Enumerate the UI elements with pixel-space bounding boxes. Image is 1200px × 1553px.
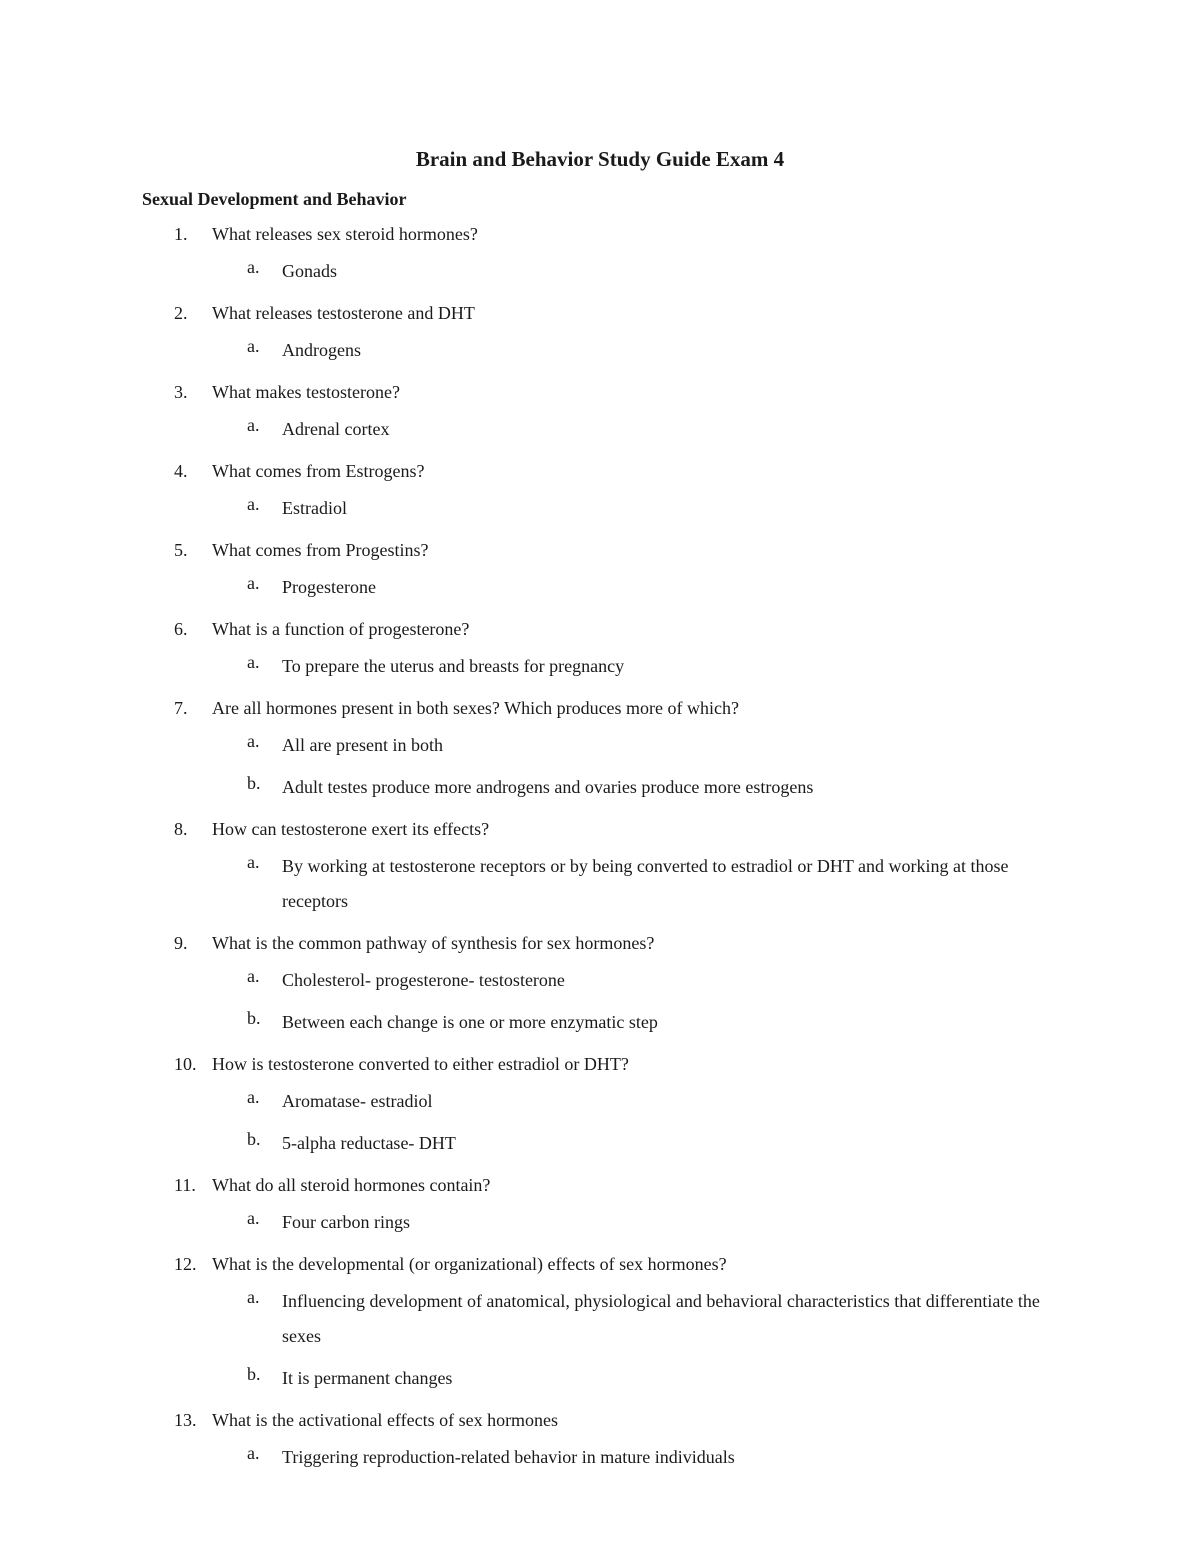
question-item [0, 1172, 1200, 1240]
answer-letter: a. [247, 1443, 260, 1463]
question-number: 7. [174, 698, 188, 718]
answer-item [0, 770, 1200, 805]
answer-item [0, 491, 1200, 526]
question-item [0, 300, 1200, 368]
answer-text: Adult testes produce more androgens and ovaries produce more estrogens [282, 777, 814, 797]
answer-text: Four carbon rings [282, 1212, 410, 1232]
question-item [0, 458, 1200, 526]
answer-list [0, 963, 1200, 1040]
question-item [0, 379, 1200, 447]
answer-text: By working at testosterone receptors or by being converted to estradiol or DHT and working at those receptors [282, 856, 1009, 911]
answer-text: Progesterone [282, 577, 376, 597]
question-text: What releases testosterone and DHT [212, 303, 475, 323]
answer-text: Gonads [282, 261, 337, 281]
question-text: Are all hormones present in both sexes? Which produces more of which? [212, 698, 740, 718]
answer-item [0, 1205, 1200, 1240]
answer-letter: b. [247, 773, 261, 793]
answer-item [0, 1284, 1200, 1354]
question-item [0, 537, 1200, 605]
answer-item [0, 254, 1200, 289]
question-text: What comes from Progestins? [212, 540, 429, 560]
question-text: What is a function of progesterone? [212, 619, 470, 639]
answer-letter: a. [247, 494, 260, 514]
answer-text: Cholesterol- progesterone- testosterone [282, 970, 565, 990]
answer-letter: b. [247, 1364, 261, 1384]
answer-letter: a. [247, 852, 260, 872]
answer-item [0, 570, 1200, 605]
answer-list [0, 728, 1200, 805]
answer-letter: b. [247, 1129, 261, 1149]
answer-list [0, 649, 1200, 684]
question-number: 9. [174, 933, 188, 953]
answer-letter: a. [247, 415, 260, 435]
question-number: 11. [174, 1175, 196, 1195]
answer-item [0, 649, 1200, 684]
answer-letter: a. [247, 652, 260, 672]
question-item [0, 616, 1200, 684]
answer-text: Adrenal cortex [282, 419, 390, 439]
answer-letter: a. [247, 1287, 260, 1307]
question-text: What is the developmental (or organizational) effects of sex hormones? [212, 1254, 727, 1274]
question-item [0, 1051, 1200, 1161]
question-item [0, 695, 1200, 805]
answer-text: Between each change is one or more enzymatic step [282, 1012, 658, 1032]
answer-text: 5-alpha reductase- DHT [282, 1133, 456, 1153]
question-text: How can testosterone exert its effects? [212, 819, 490, 839]
answer-item [0, 963, 1200, 998]
question-text: What do all steroid hormones contain? [212, 1175, 491, 1195]
question-item [0, 1251, 1200, 1396]
answer-list [0, 1284, 1200, 1396]
answer-item [0, 1126, 1200, 1161]
answer-item [0, 1084, 1200, 1119]
section-heading: Sexual Development and Behavior [142, 189, 407, 209]
answer-letter: a. [247, 1087, 260, 1107]
question-number: 2. [174, 303, 188, 323]
question-text: What is the activational effects of sex hormones [212, 1410, 559, 1430]
answer-list [0, 333, 1200, 368]
question-number: 4. [174, 461, 188, 481]
answer-text: Aromatase- estradiol [282, 1091, 433, 1111]
question-list [0, 221, 1200, 1486]
question-number: 10. [174, 1054, 197, 1074]
answer-list [0, 1205, 1200, 1240]
question-text: What comes from Estrogens? [212, 461, 425, 481]
answer-list [0, 254, 1200, 289]
answer-list [0, 1084, 1200, 1161]
question-item [0, 816, 1200, 919]
answer-item [0, 849, 1200, 919]
answer-letter: a. [247, 573, 260, 593]
answer-letter: a. [247, 257, 260, 277]
answer-text: Influencing development of anatomical, physiological and behavioral characteristics that differentiate the sexes [282, 1291, 1040, 1346]
answer-list [0, 491, 1200, 526]
answer-letter: b. [247, 1008, 261, 1028]
question-item [0, 1407, 1200, 1475]
answer-item [0, 1361, 1200, 1396]
answer-text: All are present in both [282, 735, 443, 755]
answer-list [0, 412, 1200, 447]
question-text: What makes testosterone? [212, 382, 400, 402]
question-number: 12. [174, 1254, 197, 1274]
answer-text: It is permanent changes [282, 1368, 453, 1388]
question-text: What is the common pathway of synthesis for sex hormones? [212, 933, 655, 953]
question-number: 1. [174, 224, 188, 244]
answer-text: Estradiol [282, 498, 347, 518]
answer-text: Androgens [282, 340, 361, 360]
question-number: 8. [174, 819, 188, 839]
question-number: 13. [174, 1410, 197, 1430]
answer-letter: a. [247, 731, 260, 751]
question-text: What releases sex steroid hormones? [212, 224, 478, 244]
question-number: 3. [174, 382, 188, 402]
answer-text: To prepare the uterus and breasts for pregnancy [282, 656, 625, 676]
answer-item [0, 728, 1200, 763]
answer-letter: a. [247, 336, 260, 356]
answer-list [0, 1440, 1200, 1475]
question-number: 6. [174, 619, 188, 639]
answer-item [0, 333, 1200, 368]
question-number: 5. [174, 540, 188, 560]
answer-letter: a. [247, 966, 260, 986]
question-item [0, 930, 1200, 1040]
question-text: How is testosterone converted to either estradiol or DHT? [212, 1054, 629, 1074]
answer-item [0, 1005, 1200, 1040]
answer-item [0, 1440, 1200, 1475]
answer-list [0, 849, 1200, 919]
question-item [0, 221, 1200, 289]
answer-list [0, 570, 1200, 605]
answer-text: Triggering reproduction-related behavior in mature individuals [282, 1447, 735, 1467]
answer-letter: a. [247, 1208, 260, 1228]
answer-item [0, 412, 1200, 447]
document-title: Brain and Behavior Study Guide Exam 4 [415, 147, 785, 171]
